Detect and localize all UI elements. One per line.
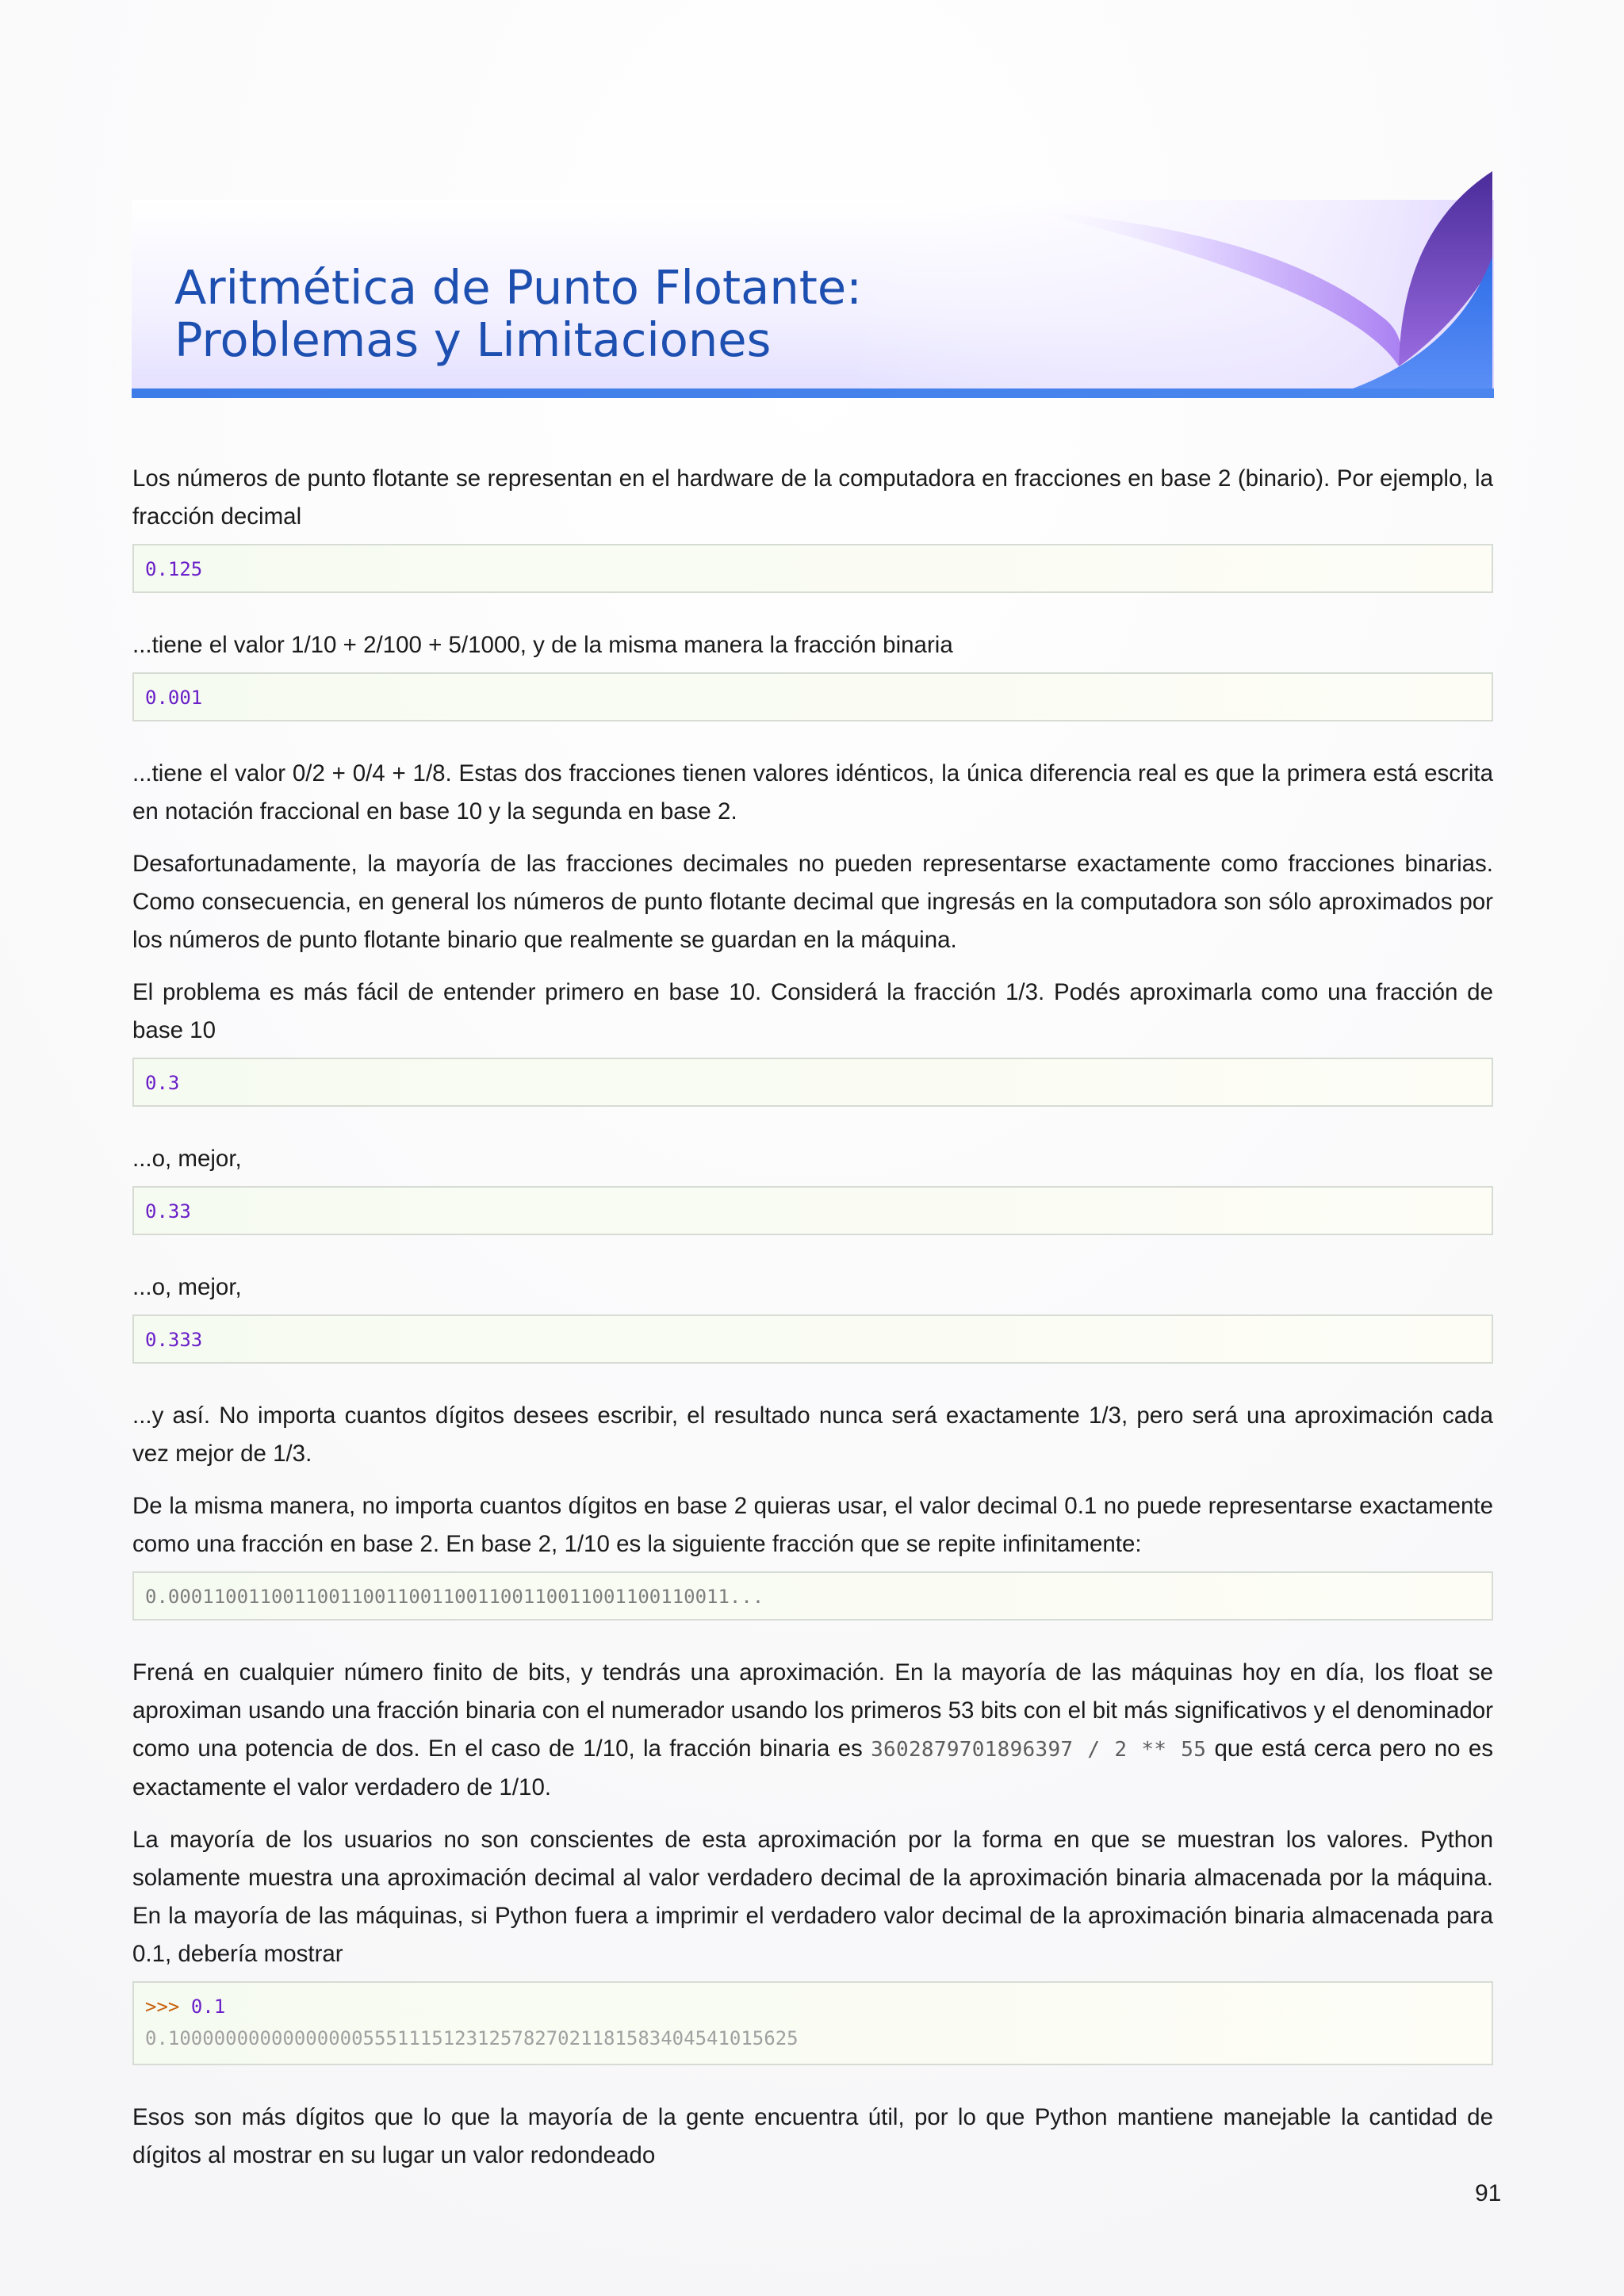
paragraph-7: ...o, mejor, xyxy=(132,1274,242,1300)
code-value: 0.001 xyxy=(145,687,203,709)
code-block-1 xyxy=(132,544,1493,593)
page-number: 91 xyxy=(1475,2180,1502,2206)
paragraph-10 xyxy=(132,1654,1493,1807)
code-value: 0.125 xyxy=(145,558,203,580)
code-block-3 xyxy=(132,1058,1493,1107)
code-block-4 xyxy=(132,1186,1493,1235)
chapter-title-line-2: Problemas y Limitaciones xyxy=(174,312,772,367)
paragraph-3: ...tiene el valor 0/2 + 0/4 + 1/8. Estas dos fracciones tienen valores idénticos, la única diferencia real es que la primera está escrita en notación fraccional en base 10 y la segunda en base 2. xyxy=(132,760,1493,825)
chapter-banner xyxy=(132,168,1494,398)
chapter-title-line-1: Aritmética de Punto Flotante: xyxy=(174,260,863,315)
code-block-5 xyxy=(132,1314,1493,1364)
main-content xyxy=(132,460,1493,2175)
code-value: 0.33 xyxy=(145,1200,191,1223)
chapter-title xyxy=(174,262,862,366)
paragraph-4: Desafortunadamente, la mayoría de las fracciones decimales no pueden representarse exactamente como fracciones binarias. Como consecuencia, en general los números de punto flotante decimal que ingresás en la computadora son sólo aproximados por los números de punto flotante binario que realmente se guardan en la máquina. xyxy=(132,851,1493,953)
code-value: 0.333 xyxy=(145,1329,203,1351)
code-output-line xyxy=(145,2022,1480,2054)
code-input: 0.1 xyxy=(190,1996,226,2018)
paragraph-5: El problema es más fácil de entender primero en base 10. Considerá la fracción 1/3. Podés aproximarla como una fracción de base 10 xyxy=(132,979,1493,1043)
paragraph-2: ...tiene el valor 1/10 + 2/100 + 5/1000, y de la misma manera la fracción binaria xyxy=(132,632,953,658)
paragraph-6: ...o, mejor, xyxy=(132,1146,242,1172)
prompt-symbol: >>> xyxy=(145,1996,180,2018)
paragraph-10-text: Frená en cualquier número finito de bits, y tendrás una aproximación. En la mayoría de las máquinas hoy en día, los float se aproximan usando una fracción binaria con el numerador usando los primeros 53 bits con el bit más significativos y el denominador como una potencia de dos. En el caso de 1/10, la fracción binaria es xyxy=(132,1659,1493,1762)
code-block-6 xyxy=(132,1571,1493,1621)
paragraph-10-tail: que está cerca pero no es exactamente el valor verdadero de 1/10. xyxy=(132,1735,1493,1800)
code-value: 0.0001100110011001100110011001100110011001100110011... xyxy=(145,1586,764,1608)
code-output: 0.1000000000000000055511151231257827021181583404541015625 xyxy=(145,2027,799,2049)
paragraph-1: Los números de punto flotante se representan en el hardware de la computadora en fracciones en base 2 (binario). Por ejemplo, la fracción decimal xyxy=(132,465,1493,530)
paragraph-11: La mayoría de los usuarios no son conscientes de esta aproximación por la forma en que se muestran los valores. Python solamente muestra una aproximación decimal al valor verdadero decimal de la aproximación binaria almacenada por la máquina. En la mayoría de las máquinas, si Python fuera a imprimir el verdadero valor decimal de la aproximación binaria almacenada para 0.1, debería mostrar xyxy=(132,1827,1493,1967)
paragraph-8: ...y así. No importa cuantos dígitos desees escribir, el resultado nunca será exactamente 1/3, pero será una aproximación cada vez mejor de 1/3. xyxy=(132,1402,1493,1467)
inline-code: 3602879701896397 / 2 ** 55 xyxy=(871,1738,1207,1762)
paragraph-9: De la misma manera, no importa cuantos dígitos en base 2 quieras usar, el valor decimal 0.1 no puede representarse exactamente como una fracción en base 2. En base 2, 1/10 es la siguiente fracción que se repite infinitamente: xyxy=(132,1493,1493,1557)
code-input-line xyxy=(145,1991,1480,2022)
code-value: 0.3 xyxy=(145,1072,180,1094)
code-block-7 xyxy=(132,1981,1493,2065)
paragraph-12: Esos son más dígitos que lo que la mayoría de la gente encuentra útil, por lo que Python mantiene manejable la cantidad de dígitos al mostrar en su lugar un valor redondeado xyxy=(132,2104,1493,2168)
code-block-2 xyxy=(132,672,1493,721)
